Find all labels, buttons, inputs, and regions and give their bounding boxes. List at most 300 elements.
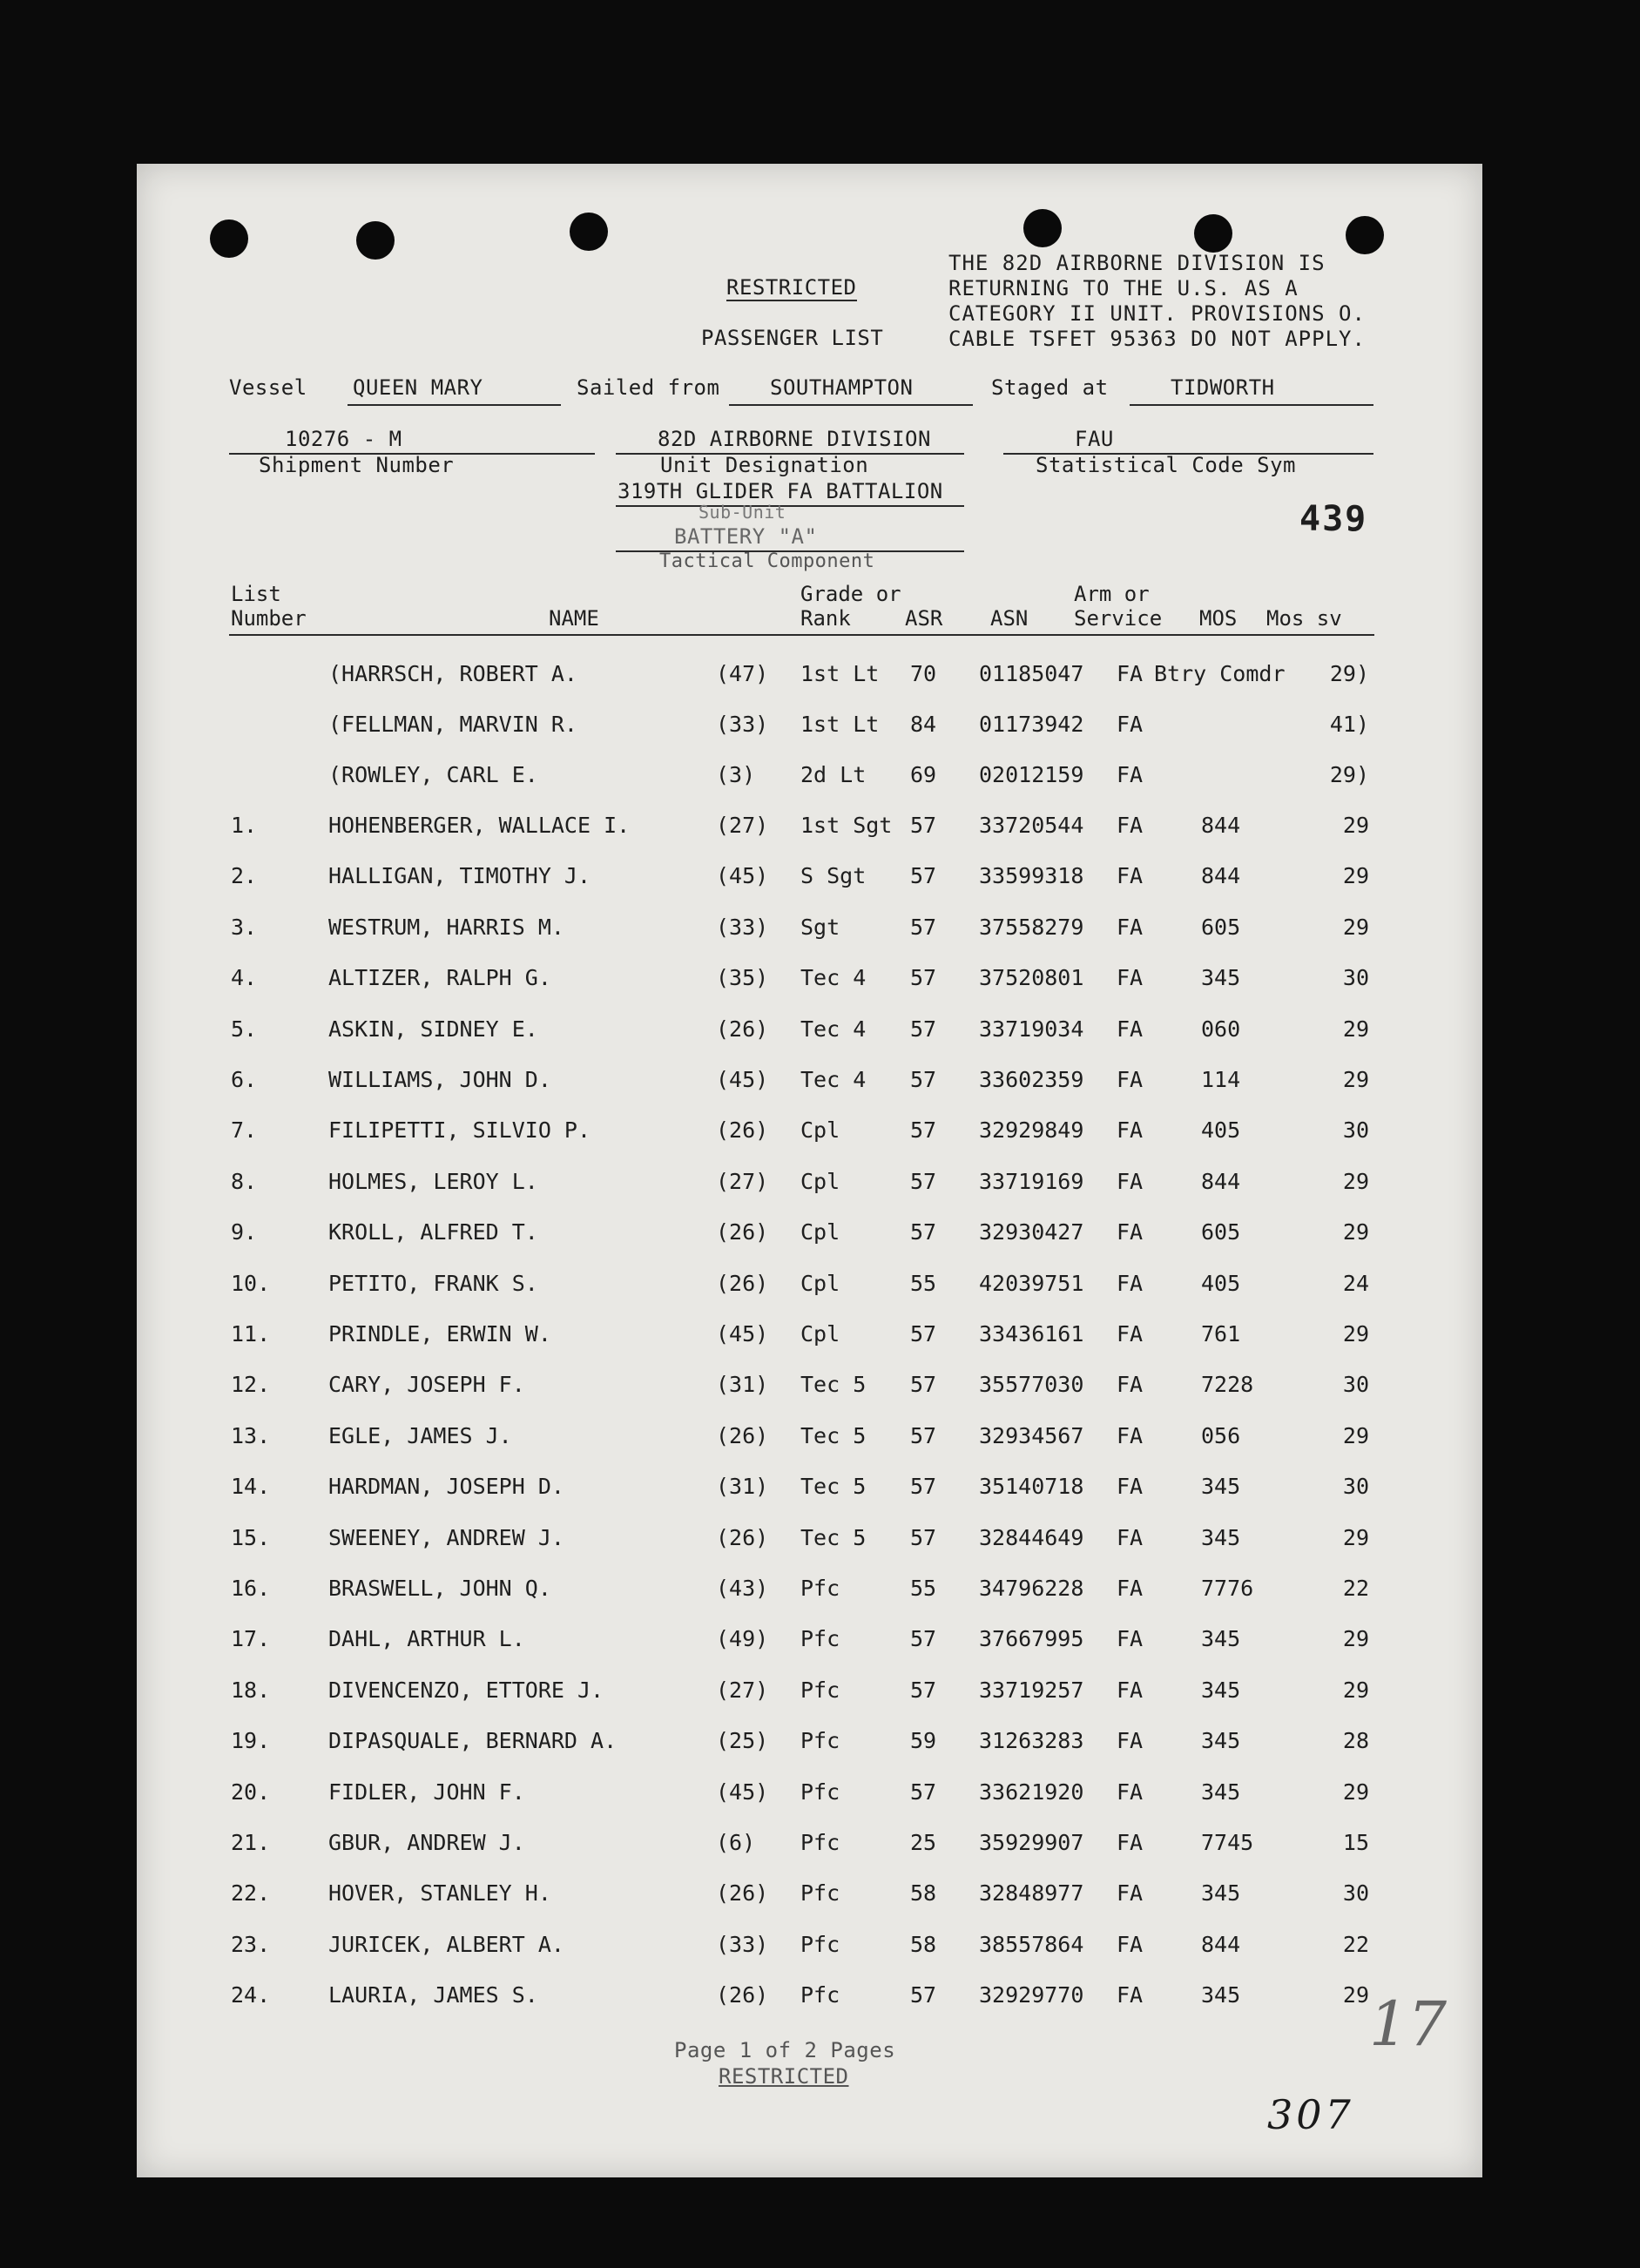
table-row bbox=[137, 1474, 1482, 1509]
list-number-cell: 1. bbox=[231, 813, 258, 838]
service-cell: 29 bbox=[1342, 1779, 1369, 1805]
table-row bbox=[137, 1626, 1482, 1661]
mos-cell: 7228 bbox=[1201, 1372, 1254, 1397]
asr-cell: 57 bbox=[910, 1219, 937, 1245]
age-cell: (25) bbox=[716, 1728, 769, 1753]
mos-cell: 844 bbox=[1201, 813, 1241, 838]
sailed-from-label: Sailed from bbox=[577, 375, 720, 400]
asr-cell: 70 bbox=[910, 661, 937, 686]
age-cell: (26) bbox=[716, 1525, 769, 1550]
asn-cell: 01173942 bbox=[979, 712, 1084, 737]
mos-cell: 844 bbox=[1201, 1169, 1241, 1194]
rank-cell: S Sgt bbox=[800, 863, 867, 888]
table-row bbox=[137, 1830, 1482, 1865]
asn-cell: 35577030 bbox=[979, 1372, 1084, 1397]
list-number-cell: 18. bbox=[231, 1677, 271, 1703]
rank-cell: Cpl bbox=[800, 1169, 840, 1194]
page-badge: 439 bbox=[1299, 499, 1368, 539]
age-cell: (27) bbox=[716, 1677, 769, 1703]
shipment-number-value: 10276 - M bbox=[285, 427, 402, 451]
list-number-cell: 7. bbox=[231, 1117, 258, 1143]
service-cell: 29 bbox=[1342, 1016, 1369, 1042]
subunit-underline bbox=[616, 505, 964, 507]
arm-cell: FA bbox=[1117, 915, 1144, 940]
list-number-cell: 22. bbox=[231, 1880, 271, 1906]
name-cell: ALTIZER, RALPH G. bbox=[328, 965, 551, 990]
arm-cell: FA bbox=[1117, 1067, 1144, 1092]
page-indicator: Page 1 of 2 Pages bbox=[674, 2038, 896, 2062]
punch-hole bbox=[1194, 214, 1232, 253]
table-row bbox=[137, 1677, 1482, 1712]
rank-cell: Pfc bbox=[800, 1830, 840, 1855]
rank-cell: Pfc bbox=[800, 1880, 840, 1906]
officer-row bbox=[137, 712, 1482, 746]
asr-cell: 57 bbox=[910, 1626, 937, 1651]
asr-cell: 58 bbox=[910, 1932, 937, 1957]
service-cell: 30 bbox=[1342, 1880, 1369, 1906]
unit-designation-label: Unit Designation bbox=[660, 453, 869, 477]
name-cell: LAURIA, JAMES S. bbox=[328, 1982, 538, 2008]
subunit-label: Sub-Unit bbox=[699, 502, 786, 523]
list-number-cell: 13. bbox=[231, 1423, 271, 1448]
age-cell: (26) bbox=[716, 1219, 769, 1245]
name-cell: (HARRSCH, ROBERT A. bbox=[328, 661, 577, 686]
mos-sv-header: Mos sv bbox=[1266, 606, 1342, 631]
arm-cell: FA bbox=[1117, 965, 1144, 990]
age-cell: (26) bbox=[716, 1271, 769, 1296]
mos-cell: 345 bbox=[1201, 1626, 1241, 1651]
name-cell: GBUR, ANDREW J. bbox=[328, 1830, 525, 1855]
arm-cell: FA bbox=[1117, 1830, 1144, 1855]
asn-cell: 33719034 bbox=[979, 1016, 1084, 1042]
punch-hole bbox=[356, 221, 395, 260]
mos-cell: 345 bbox=[1201, 965, 1241, 990]
asn-cell: 32929849 bbox=[979, 1117, 1084, 1143]
asn-header: ASN bbox=[990, 606, 1029, 631]
age-cell: (45) bbox=[716, 1067, 769, 1092]
arm-cell: FA bbox=[1117, 1677, 1144, 1703]
table-row bbox=[137, 1372, 1482, 1407]
handwritten-page-number: 307 bbox=[1267, 2091, 1354, 2138]
arm-cell: FA bbox=[1117, 1728, 1144, 1753]
age-cell: (6) bbox=[716, 1830, 756, 1855]
service-cell: 15 bbox=[1342, 1830, 1369, 1855]
arm-cell: FA bbox=[1117, 1271, 1144, 1296]
list-number-cell: 15. bbox=[231, 1525, 271, 1550]
list-number-cell: 9. bbox=[231, 1219, 258, 1245]
service-cell: 29 bbox=[1342, 1169, 1369, 1194]
mos-cell: 056 bbox=[1201, 1423, 1241, 1448]
age-cell: (43) bbox=[716, 1576, 769, 1601]
age-cell: (26) bbox=[716, 1016, 769, 1042]
notice-block bbox=[948, 251, 1366, 352]
age-cell: (27) bbox=[716, 813, 769, 838]
list-number-cell: 21. bbox=[231, 1830, 271, 1855]
list-number-cell: 16. bbox=[231, 1576, 271, 1601]
asn-cell: 33720544 bbox=[979, 813, 1084, 838]
mos-cell: 060 bbox=[1201, 1016, 1241, 1042]
table-row bbox=[137, 1932, 1482, 1967]
mos-cell: 345 bbox=[1201, 1474, 1241, 1499]
rank-cell: Pfc bbox=[800, 1677, 840, 1703]
list-number-cell: 5. bbox=[231, 1016, 258, 1042]
table-row bbox=[137, 1880, 1482, 1915]
mos-cell: 345 bbox=[1201, 1880, 1241, 1906]
name-cell: SWEENEY, ANDREW J. bbox=[328, 1525, 564, 1550]
name-cell: WESTRUM, HARRIS M. bbox=[328, 915, 564, 940]
list-number-cell: 2. bbox=[231, 863, 258, 888]
arm-cell: FA bbox=[1117, 1576, 1144, 1601]
arm-cell: FA bbox=[1117, 1626, 1144, 1651]
name-cell: HARDMAN, JOSEPH D. bbox=[328, 1474, 564, 1499]
mos-header: MOS bbox=[1199, 606, 1238, 631]
name-cell: DIVENCENZO, ETTORE J. bbox=[328, 1677, 604, 1703]
rank-cell: Tec 5 bbox=[800, 1372, 867, 1397]
name-cell: HALLIGAN, TIMOTHY J. bbox=[328, 863, 591, 888]
name-cell: (FELLMAN, MARVIN R. bbox=[328, 712, 577, 737]
service-cell: 29 bbox=[1342, 1525, 1369, 1550]
tactical-component-value: BATTERY "A" bbox=[674, 524, 818, 549]
age-cell: (45) bbox=[716, 863, 769, 888]
mos-cell: 7776 bbox=[1201, 1576, 1254, 1601]
name-cell: (ROWLEY, CARL E. bbox=[328, 762, 538, 787]
table-row bbox=[137, 1728, 1482, 1763]
mos-cell: 7745 bbox=[1201, 1830, 1254, 1855]
list-number-cell: 23. bbox=[231, 1932, 271, 1957]
name-cell: HOLMES, LEROY L. bbox=[328, 1169, 538, 1194]
asn-cell: 33599318 bbox=[979, 863, 1084, 888]
grade-header: Grade or Rank bbox=[800, 582, 901, 631]
table-row bbox=[137, 965, 1482, 1000]
rank-cell: Tec 4 bbox=[800, 965, 867, 990]
rank-cell: Cpl bbox=[800, 1271, 840, 1296]
name-cell: DIPASQUALE, BERNARD A. bbox=[328, 1728, 618, 1753]
name-cell: BRASWELL, JOHN Q. bbox=[328, 1576, 551, 1601]
mos-cell: 844 bbox=[1201, 1932, 1241, 1957]
mos-cell: 345 bbox=[1201, 1525, 1241, 1550]
list-number-cell: 14. bbox=[231, 1474, 271, 1499]
asr-cell: 57 bbox=[910, 1117, 937, 1143]
age-cell: (31) bbox=[716, 1474, 769, 1499]
officer-row bbox=[137, 762, 1482, 797]
rank-cell: 2d Lt bbox=[800, 762, 867, 787]
rank-cell: Cpl bbox=[800, 1219, 840, 1245]
service-cell: 29 bbox=[1342, 1423, 1369, 1448]
vessel-value: QUEEN MARY bbox=[353, 375, 483, 400]
arm-cell: FA bbox=[1117, 1169, 1144, 1194]
asn-cell: 37667995 bbox=[979, 1626, 1084, 1651]
table-row bbox=[137, 1016, 1482, 1051]
table-row bbox=[137, 1779, 1482, 1814]
rank-cell: Pfc bbox=[800, 1932, 840, 1957]
list-number-cell: 11. bbox=[231, 1321, 271, 1347]
age-cell: (31) bbox=[716, 1372, 769, 1397]
name-cell: FIDLER, JOHN F. bbox=[328, 1779, 525, 1805]
age-cell: (26) bbox=[716, 1880, 769, 1906]
asn-cell: 38557864 bbox=[979, 1932, 1084, 1957]
statistical-code-value: FAU bbox=[1075, 427, 1114, 451]
arm-cell: FA bbox=[1117, 1779, 1144, 1805]
list-number-cell: 17. bbox=[231, 1626, 271, 1651]
arm-cell: FA bbox=[1117, 1880, 1144, 1906]
service-cell: 30 bbox=[1342, 1474, 1369, 1499]
name-cell: HOHENBERGER, WALLACE I. bbox=[328, 813, 631, 838]
mos-cell: 605 bbox=[1201, 1219, 1241, 1245]
list-number-cell: 19. bbox=[231, 1728, 271, 1753]
arm-cell: FA bbox=[1117, 1321, 1144, 1347]
mos-cell: 844 bbox=[1201, 863, 1241, 888]
table-row bbox=[137, 1169, 1482, 1204]
asr-cell: 57 bbox=[910, 915, 937, 940]
passenger-list-heading: PASSENGER LIST bbox=[701, 326, 884, 350]
punch-hole bbox=[1023, 209, 1062, 247]
list-number-cell: 4. bbox=[231, 965, 258, 990]
list-number-cell: 12. bbox=[231, 1372, 271, 1397]
rank-cell: Pfc bbox=[800, 1982, 840, 2008]
mos-cell: 345 bbox=[1201, 1982, 1241, 2008]
service-cell: 22 bbox=[1342, 1932, 1369, 1957]
column-headers bbox=[137, 582, 1482, 638]
rank-cell: Pfc bbox=[800, 1576, 840, 1601]
rank-cell: 1st Sgt bbox=[800, 813, 893, 838]
sailed-from-value: SOUTHAMPTON bbox=[770, 375, 914, 400]
vessel-label: Vessel bbox=[229, 375, 307, 400]
list-number-cell: 20. bbox=[231, 1779, 271, 1805]
asr-cell: 84 bbox=[910, 712, 937, 737]
asr-header: ASR bbox=[905, 606, 943, 631]
table-row bbox=[137, 1271, 1482, 1306]
age-cell: (45) bbox=[716, 1321, 769, 1347]
asr-cell: 57 bbox=[910, 1423, 937, 1448]
age-cell: (26) bbox=[716, 1423, 769, 1448]
asn-cell: 32844649 bbox=[979, 1525, 1084, 1550]
asr-cell: 57 bbox=[910, 813, 937, 838]
asn-cell: 33602359 bbox=[979, 1067, 1084, 1092]
list-number-cell: 10. bbox=[231, 1271, 271, 1296]
notice-line: RETURNING TO THE U.S. AS A bbox=[948, 276, 1299, 300]
punch-hole bbox=[570, 213, 608, 251]
rank-cell: Sgt bbox=[800, 915, 840, 940]
arm-cell: FA bbox=[1117, 712, 1144, 737]
name-cell: PETITO, FRANK S. bbox=[328, 1271, 538, 1296]
officer-row bbox=[137, 661, 1482, 696]
age-cell: (26) bbox=[716, 1117, 769, 1143]
rank-cell: Pfc bbox=[800, 1728, 840, 1753]
age-cell: (33) bbox=[716, 1932, 769, 1957]
punch-hole bbox=[1346, 216, 1384, 254]
asn-cell: 42039751 bbox=[979, 1271, 1084, 1296]
name-cell: CARY, JOSEPH F. bbox=[328, 1372, 525, 1397]
mos-cell: 405 bbox=[1201, 1271, 1241, 1296]
list-number-cell: 8. bbox=[231, 1169, 258, 1194]
name-cell: FILIPETTI, SILVIO P. bbox=[328, 1117, 591, 1143]
arm-cell: FA bbox=[1117, 1423, 1144, 1448]
age-cell: (35) bbox=[716, 965, 769, 990]
service-cell: 29 bbox=[1342, 1067, 1369, 1092]
mos-cell: 405 bbox=[1201, 1117, 1241, 1143]
arm-cell: FA bbox=[1117, 1474, 1144, 1499]
asn-cell: 33436161 bbox=[979, 1321, 1084, 1347]
asr-cell: 57 bbox=[910, 1779, 937, 1805]
age-cell: (3) bbox=[716, 762, 756, 787]
asr-cell: 57 bbox=[910, 1372, 937, 1397]
mos-cell: 761 bbox=[1201, 1321, 1241, 1347]
asn-cell: 32848977 bbox=[979, 1880, 1084, 1906]
mos-cell: 605 bbox=[1201, 915, 1241, 940]
arm-cell: FA bbox=[1117, 813, 1144, 838]
notice-line: CATEGORY II UNIT. PROVISIONS O. bbox=[948, 301, 1366, 326]
list-number-cell: 6. bbox=[231, 1067, 258, 1092]
service-cell: 29 bbox=[1342, 1982, 1369, 2008]
rank-cell: Tec 5 bbox=[800, 1423, 867, 1448]
service-cell: 29 bbox=[1342, 863, 1369, 888]
rank-cell: Tec 5 bbox=[800, 1525, 867, 1550]
arm-cell: FA bbox=[1117, 863, 1144, 888]
service-cell: 29 bbox=[1342, 915, 1369, 940]
arm-cell: FA bbox=[1117, 1982, 1144, 2008]
rank-cell: Pfc bbox=[800, 1779, 840, 1805]
list-number-cell: 3. bbox=[231, 915, 258, 940]
table-row bbox=[137, 1576, 1482, 1610]
punch-hole bbox=[210, 219, 248, 258]
asr-cell: 59 bbox=[910, 1728, 937, 1753]
asn-cell: 31263283 bbox=[979, 1728, 1084, 1753]
asn-cell: 32929770 bbox=[979, 1982, 1084, 2008]
service-cell: 24 bbox=[1342, 1271, 1369, 1296]
asr-cell: 57 bbox=[910, 1016, 937, 1042]
table-row bbox=[137, 1219, 1482, 1254]
name-cell: EGLE, JAMES J. bbox=[328, 1423, 512, 1448]
asn-cell: 32934567 bbox=[979, 1423, 1084, 1448]
service-cell: 29 bbox=[1342, 1677, 1369, 1703]
header-underline bbox=[229, 634, 1374, 636]
service-cell: 30 bbox=[1342, 1117, 1369, 1143]
arm-cell: FA bbox=[1117, 1016, 1144, 1042]
asn-cell: 33719257 bbox=[979, 1677, 1084, 1703]
sailed-from-underline bbox=[729, 404, 973, 406]
table-row bbox=[137, 1067, 1482, 1102]
table-row bbox=[137, 1525, 1482, 1560]
name-cell: WILLIAMS, JOHN D. bbox=[328, 1067, 551, 1092]
vessel-underline bbox=[348, 404, 561, 406]
mos-cell: 345 bbox=[1201, 1728, 1241, 1753]
rank-cell: Tec 5 bbox=[800, 1474, 867, 1499]
subunit-value: 319TH GLIDER FA BATTALION bbox=[618, 479, 943, 503]
asr-cell: 57 bbox=[910, 863, 937, 888]
mos-cell: 345 bbox=[1201, 1779, 1241, 1805]
arm-cell: FA bbox=[1117, 661, 1144, 686]
rank-cell: Cpl bbox=[800, 1117, 840, 1143]
table-row bbox=[137, 1321, 1482, 1356]
arm-header: Arm or Service bbox=[1074, 582, 1163, 631]
service-cell: 29 bbox=[1342, 1626, 1369, 1651]
asr-cell: 58 bbox=[910, 1880, 937, 1906]
arm-cell: FA bbox=[1117, 1525, 1144, 1550]
rank-cell: Tec 4 bbox=[800, 1016, 867, 1042]
asr-cell: 69 bbox=[910, 762, 937, 787]
asr-cell: 57 bbox=[910, 1169, 937, 1194]
service-cell: 29) bbox=[1329, 661, 1369, 686]
asr-cell: 55 bbox=[910, 1576, 937, 1601]
restricted-heading: RESTRICTED bbox=[726, 275, 857, 300]
table-row bbox=[137, 1982, 1482, 2017]
rank-cell: 1st Lt bbox=[800, 712, 880, 737]
age-cell: (27) bbox=[716, 1169, 769, 1194]
asn-cell: 33719169 bbox=[979, 1169, 1084, 1194]
name-cell: JURICEK, ALBERT A. bbox=[328, 1932, 564, 1957]
asr-cell: 55 bbox=[910, 1271, 937, 1296]
asn-cell: 35140718 bbox=[979, 1474, 1084, 1499]
age-cell: (33) bbox=[716, 712, 769, 737]
restricted-footer: RESTRICTED bbox=[719, 2064, 849, 2089]
notice-line: CABLE TSFET 95363 DO NOT APPLY. bbox=[948, 327, 1366, 351]
service-cell: 30 bbox=[1342, 965, 1369, 990]
staged-at-underline bbox=[1130, 404, 1373, 406]
handwritten-mark: 17 bbox=[1369, 1988, 1448, 2060]
document-page bbox=[137, 164, 1482, 2177]
asn-cell: 02012159 bbox=[979, 762, 1084, 787]
name-cell: KROLL, ALFRED T. bbox=[328, 1219, 538, 1245]
service-cell: 29 bbox=[1342, 813, 1369, 838]
arm-cell: FA bbox=[1117, 1372, 1144, 1397]
rank-cell: Cpl bbox=[800, 1321, 840, 1347]
staged-at-label: Staged at bbox=[991, 375, 1109, 400]
asr-cell: 57 bbox=[910, 1321, 937, 1347]
asr-cell: 57 bbox=[910, 1525, 937, 1550]
mos-cell: 114 bbox=[1201, 1067, 1241, 1092]
asn-cell: 33621920 bbox=[979, 1779, 1084, 1805]
shipment-number-label: Shipment Number bbox=[259, 453, 455, 477]
tactical-component-label: Tactical Component bbox=[659, 550, 875, 572]
rank-cell: 1st Lt bbox=[800, 661, 880, 686]
service-cell: 29 bbox=[1342, 1321, 1369, 1347]
asr-cell: 57 bbox=[910, 1474, 937, 1499]
table-row bbox=[137, 863, 1482, 898]
asr-cell: 57 bbox=[910, 1982, 937, 2008]
asr-cell: 57 bbox=[910, 1677, 937, 1703]
name-cell: HOVER, STANLEY H. bbox=[328, 1880, 551, 1906]
age-cell: (47) bbox=[716, 661, 769, 686]
mos-cell: Btry Comdr bbox=[1154, 661, 1286, 686]
staged-at-value: TIDWORTH bbox=[1171, 375, 1275, 400]
asn-cell: 37558279 bbox=[979, 915, 1084, 940]
age-cell: (26) bbox=[716, 1982, 769, 2008]
service-cell: 29) bbox=[1329, 762, 1369, 787]
name-header: NAME bbox=[549, 606, 599, 631]
name-cell: DAHL, ARTHUR L. bbox=[328, 1626, 525, 1651]
asn-cell: 37520801 bbox=[979, 965, 1084, 990]
name-cell: PRINDLE, ERWIN W. bbox=[328, 1321, 551, 1347]
table-row bbox=[137, 1423, 1482, 1458]
list-number-header: List Number bbox=[231, 582, 307, 631]
rank-cell: Tec 4 bbox=[800, 1067, 867, 1092]
unit-designation-value: 82D AIRBORNE DIVISION bbox=[658, 427, 931, 451]
arm-cell: FA bbox=[1117, 1117, 1144, 1143]
asn-cell: 34796228 bbox=[979, 1576, 1084, 1601]
age-cell: (45) bbox=[716, 1779, 769, 1805]
notice-line: THE 82D AIRBORNE DIVISION IS bbox=[948, 251, 1326, 275]
list-number-cell: 24. bbox=[231, 1982, 271, 2008]
table-row bbox=[137, 915, 1482, 949]
arm-cell: FA bbox=[1117, 1219, 1144, 1245]
service-cell: 28 bbox=[1342, 1728, 1369, 1753]
asr-cell: 57 bbox=[910, 1067, 937, 1092]
asn-cell: 32930427 bbox=[979, 1219, 1084, 1245]
service-cell: 29 bbox=[1342, 1219, 1369, 1245]
statistical-code-label: Statistical Code Sym bbox=[1036, 453, 1296, 477]
asr-cell: 25 bbox=[910, 1830, 937, 1855]
table-row bbox=[137, 1117, 1482, 1152]
